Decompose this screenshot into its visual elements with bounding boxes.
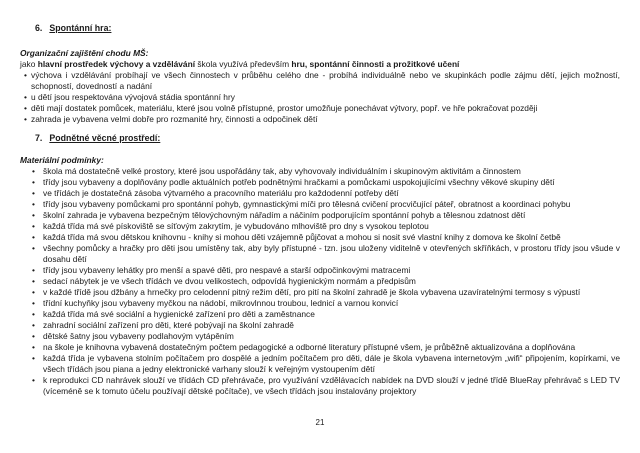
bullet-item: • děti mají dostatek pomůcek, materiálu, které jsou volně přístupné, prostor umožňuje ponechávat výtvory, popř. ve hře pokračovat později (24, 103, 620, 114)
bullet-item: • na škole je knihovna vybavená dostatečným počtem pedagogické a odborné literatury přístupné všem, je průběžně aktualizována a doplňována (32, 342, 620, 353)
bullet-item: • ve třídách je dostatečná zásoba výtvarného a pracovního materiálu pro každodenní potřeby dětí (32, 188, 620, 199)
section-7-title: Podnětné věcné prostředí: (49, 133, 161, 143)
bullet-item: • každá třída má své sociální a hygienické zařízení pro děti a zaměstnance (32, 309, 620, 320)
section-7-subheading: Materiální podmínky: (20, 155, 104, 165)
bullet-item: • třídní kuchyňky jsou vybaveny myčkou na nádobí, mikrovlnnou troubou, lednicí a varnou konvicí (32, 298, 620, 309)
intro-text-segment: jako (20, 59, 38, 69)
section-7-number: 7. (35, 133, 43, 143)
intro-bold-segment: hru, spontánní činnosti a prožitkové učení (291, 59, 460, 69)
bullet-item: • každá třída má své pískoviště se síťovým zakrytím, je vybudováno mlhoviště pro dny s vysokou teplotou (32, 221, 620, 232)
bullet-item: • každá třída má svou dětskou knihovnu - knihy si mohou děti vzájemně půjčovat a mohou si nosit své vlastní knihy z domova ke školní četbě (32, 232, 620, 243)
bullet-item: • všechny pomůcky a hračky pro děti jsou umístěny tak, aby byly přístupné - tzn. jsou uloženy viditelně v otevřených skříňkách, v prostoru třídy jsou všude v dosahu dětí (32, 243, 620, 265)
bullet-item: • výchova i vzdělávání probíhají ve všech činnostech v průběhu celého dne - probíhá individuálně nebo ve skupinkách podle zájmu dětí, jejich možností, schopností, dovedností a nadání (24, 70, 620, 92)
section-7-heading (35, 133, 620, 144)
bullet-item: • třídy jsou vybaveny lehátky pro menší a spavé děti, pro nespavé a starší odpočinkovými matracemi (32, 265, 620, 276)
section-6-heading (35, 23, 620, 34)
bullet-item: • třídy jsou vybaveny pomůckami pro spontánní pohyb, gymnastickými míči pro tělesná cvičení procvičující páteř, obratnost a koordinaci pohybu (32, 199, 620, 210)
bullet-item: • sedací nábytek je ve všech třídách ve dvou velikostech, odpovídá hygienickým normám a předpisům (32, 276, 620, 287)
bullet-item: • k reprodukci CD nahrávek slouží ve třídách CD přehrávače, pro využívání vzdělávacích nabídek na DVD slouží v jedné třídě BlueRay přehrávač s LED TV (víceméně se k tomuto účelu používají dětské počítače), ve všech třídách jsou instalovány projektory (32, 375, 620, 397)
bullet-item: • každá třída je vybavena stolním počítačem pro dospělé a jedním počítačem pro děti, dále je škola vybavena internetovým „wifi“ připojením, kopírkami, ve všech třídách jsou piana a jedny elektronické varhany slouží k veřejným vystoupením dětí (32, 353, 620, 375)
section-6-title: Spontánní hra: (49, 23, 112, 33)
bullet-item: • školní zahrada je vybavena bezpečným tělovýchovným nářadím a náčiním podporujícím spontánní pohyb a tělesnou zdatnost dětí (32, 210, 620, 221)
section-6-number: 6. (35, 23, 43, 33)
section-6-bullet-list (20, 70, 620, 125)
bullet-item: • škola má dostatečně velké prostory, které jsou uspořádány tak, aby vyhovovaly individuálním i skupinovým aktivitám a činnostem (32, 166, 620, 177)
bullet-item: • v každé třídě jsou džbány a hrnečky pro celodenní pitný režim dětí, pro pití na školní zahradě je škola vybavena uzavíratelnými termosy s výpustí (32, 287, 620, 298)
intro-text-segment: škola využívá především (195, 59, 292, 69)
page-number: 21 (315, 418, 325, 427)
bullet-item: • zahradní sociální zařízení pro děti, které pobývají na školní zahradě (32, 320, 620, 331)
section-7-bullet-list (20, 166, 620, 397)
bullet-item: • u dětí jsou respektována vývojová stádia spontánní hry (24, 92, 620, 103)
bullet-item: • dětské šatny jsou vybaveny podlahovým vytápěním (32, 331, 620, 342)
bullet-item: • zahrada je vybavena velmi dobře pro rozmanité hry, činnosti a odpočinek dětí (24, 114, 620, 125)
bullet-item: • třídy jsou vybaveny a doplňovány podle aktuálních potřeb podnětnými hračkami a pomůckami uspokojujícími všechny věkové skupiny dětí (32, 177, 620, 188)
section-6-intro (20, 59, 620, 70)
section-6-subheading: Organizační zajištění chodu MŠ: (20, 48, 149, 58)
intro-bold-segment: hlavní prostředek výchovy a vzdělávání (37, 59, 196, 69)
